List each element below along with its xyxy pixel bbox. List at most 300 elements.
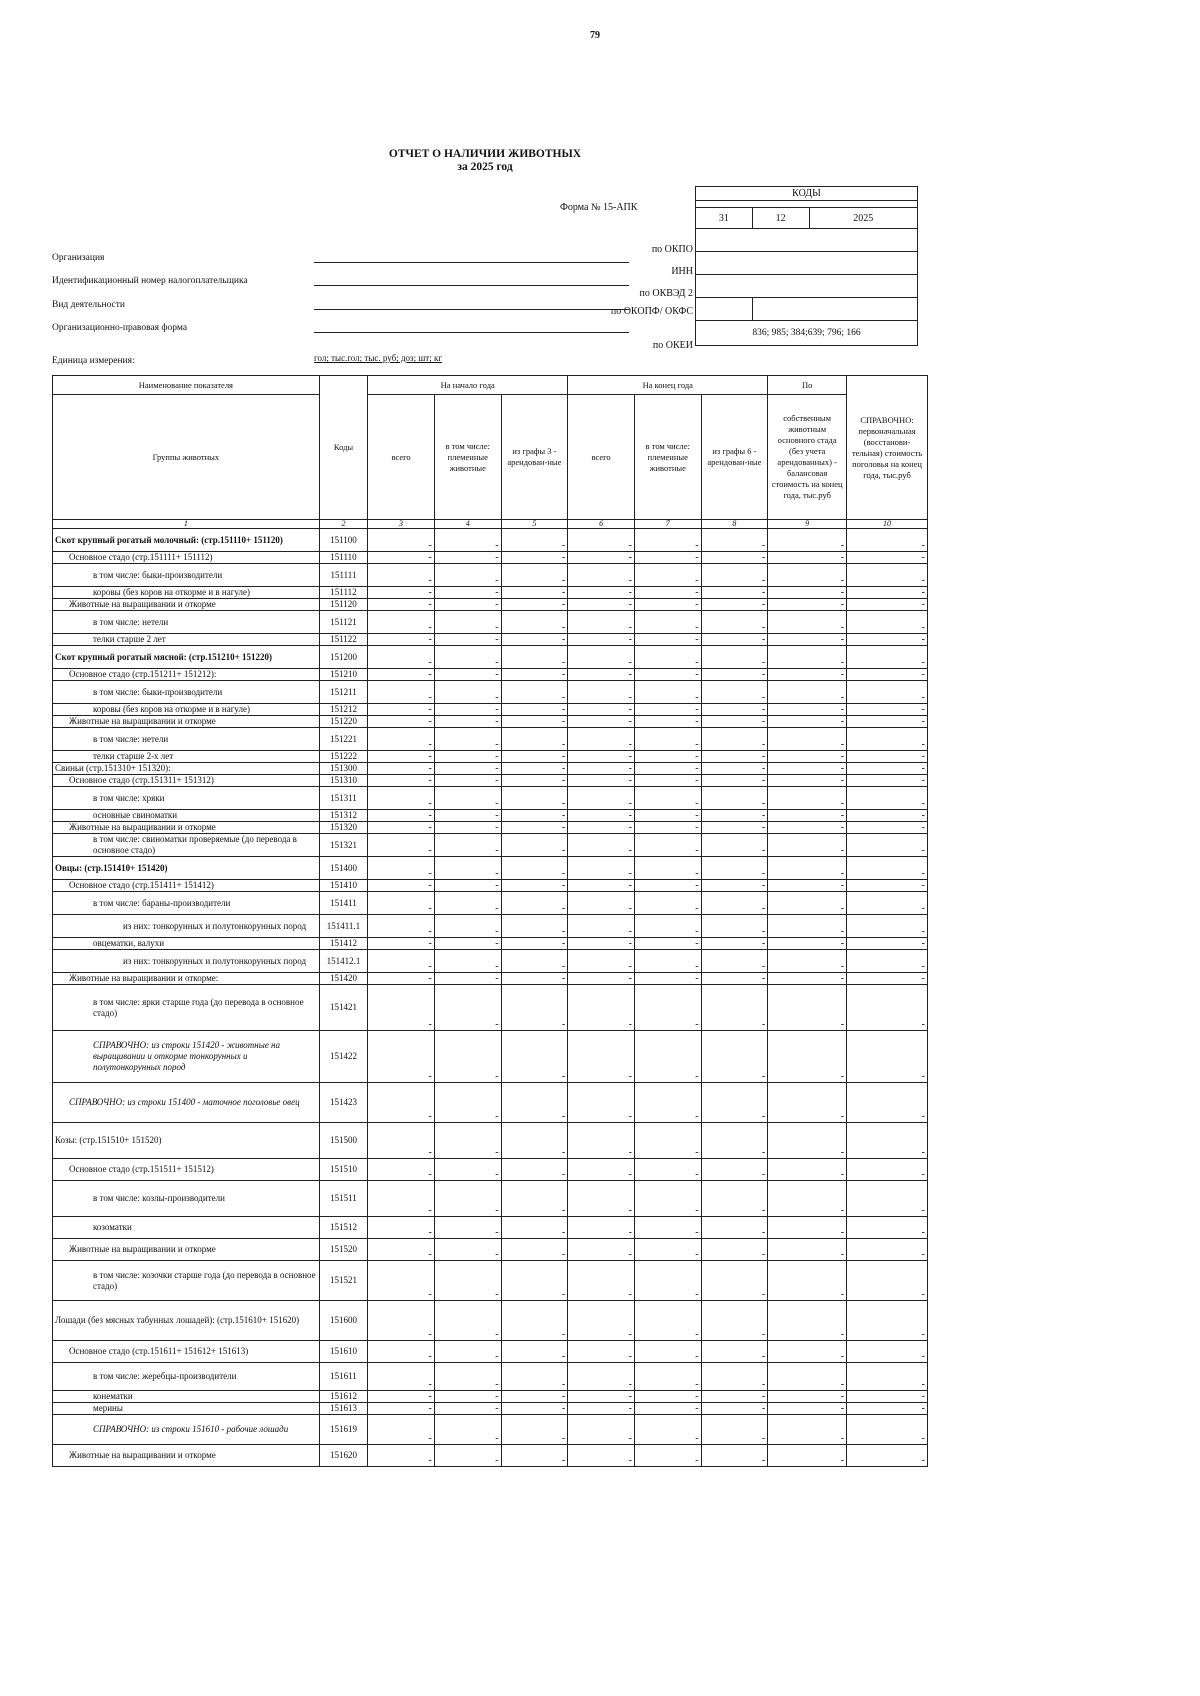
- value-cell-col-5[interactable]: [501, 751, 568, 763]
- value-cell-col-9[interactable]: [768, 1363, 847, 1391]
- value-cell-col-5[interactable]: [501, 950, 568, 973]
- okved-value-cell[interactable]: [696, 275, 918, 298]
- value-cell-col-4[interactable]: [434, 775, 501, 787]
- activity-field[interactable]: [314, 309, 629, 310]
- value-cell-col-5[interactable]: [501, 1363, 568, 1391]
- value-cell-col-9[interactable]: [768, 1239, 847, 1261]
- value-cell-col-5[interactable]: [501, 1181, 568, 1217]
- value-cell-col-5[interactable]: [501, 857, 568, 880]
- value-cell-col-5[interactable]: [501, 985, 568, 1031]
- value-cell-col-9[interactable]: [768, 669, 847, 681]
- value-cell-col-5[interactable]: [501, 704, 568, 716]
- value-cell-col-8[interactable]: [701, 564, 768, 587]
- value-cell-col-6[interactable]: [568, 1181, 635, 1217]
- value-cell-col-7[interactable]: [634, 1403, 701, 1415]
- value-cell-col-9[interactable]: [768, 857, 847, 880]
- value-cell-col-3[interactable]: [368, 587, 435, 599]
- value-cell-col-5[interactable]: [501, 681, 568, 704]
- value-cell-col-7[interactable]: [634, 985, 701, 1031]
- value-cell-col-3[interactable]: [368, 681, 435, 704]
- value-cell-col-4[interactable]: [434, 915, 501, 938]
- value-cell-col-4[interactable]: [434, 716, 501, 728]
- value-cell-col-5[interactable]: [501, 973, 568, 985]
- value-cell-col-9[interactable]: [768, 1261, 847, 1301]
- value-cell-col-10[interactable]: [847, 669, 928, 681]
- okopf-value-cell[interactable]: [696, 298, 753, 321]
- value-cell-col-4[interactable]: [434, 1239, 501, 1261]
- value-cell-col-4[interactable]: [434, 599, 501, 611]
- value-cell-col-10[interactable]: [847, 681, 928, 704]
- value-cell-col-7[interactable]: [634, 552, 701, 564]
- value-cell-col-6[interactable]: [568, 915, 635, 938]
- value-cell-col-7[interactable]: [634, 1181, 701, 1217]
- value-cell-col-6[interactable]: [568, 1031, 635, 1083]
- value-cell-col-5[interactable]: [501, 646, 568, 669]
- value-cell-col-8[interactable]: [701, 1363, 768, 1391]
- value-cell-col-10[interactable]: [847, 704, 928, 716]
- value-cell-col-6[interactable]: [568, 1363, 635, 1391]
- value-cell-col-5[interactable]: [501, 1083, 568, 1123]
- value-cell-col-4[interactable]: [434, 704, 501, 716]
- value-cell-col-3[interactable]: [368, 1301, 435, 1341]
- value-cell-col-9[interactable]: [768, 529, 847, 552]
- value-cell-col-9[interactable]: [768, 950, 847, 973]
- value-cell-col-9[interactable]: [768, 880, 847, 892]
- value-cell-col-3[interactable]: [368, 564, 435, 587]
- value-cell-col-9[interactable]: [768, 834, 847, 857]
- value-cell-col-3[interactable]: [368, 915, 435, 938]
- value-cell-col-3[interactable]: [368, 1363, 435, 1391]
- inn-value-cell[interactable]: [696, 252, 918, 275]
- value-cell-col-6[interactable]: [568, 973, 635, 985]
- value-cell-col-5[interactable]: [501, 1445, 568, 1467]
- value-cell-col-9[interactable]: [768, 1031, 847, 1083]
- value-cell-col-7[interactable]: [634, 1031, 701, 1083]
- value-cell-col-10[interactable]: [847, 1031, 928, 1083]
- value-cell-col-10[interactable]: [847, 552, 928, 564]
- value-cell-col-4[interactable]: [434, 728, 501, 751]
- value-cell-col-8[interactable]: [701, 810, 768, 822]
- value-cell-col-3[interactable]: [368, 1181, 435, 1217]
- value-cell-col-8[interactable]: [701, 1341, 768, 1363]
- value-cell-col-3[interactable]: [368, 938, 435, 950]
- value-cell-col-9[interactable]: [768, 599, 847, 611]
- value-cell-col-4[interactable]: [434, 985, 501, 1031]
- value-cell-col-4[interactable]: [434, 587, 501, 599]
- value-cell-col-4[interactable]: [434, 552, 501, 564]
- value-cell-col-5[interactable]: [501, 1031, 568, 1083]
- value-cell-col-9[interactable]: [768, 704, 847, 716]
- value-cell-col-6[interactable]: [568, 1261, 635, 1301]
- value-cell-col-9[interactable]: [768, 1341, 847, 1363]
- value-cell-col-10[interactable]: [847, 880, 928, 892]
- value-cell-col-10[interactable]: [847, 822, 928, 834]
- value-cell-col-8[interactable]: [701, 529, 768, 552]
- value-cell-col-9[interactable]: [768, 810, 847, 822]
- okfs-value-cell[interactable]: [752, 298, 917, 321]
- value-cell-col-9[interactable]: [768, 552, 847, 564]
- value-cell-col-8[interactable]: [701, 950, 768, 973]
- value-cell-col-7[interactable]: [634, 915, 701, 938]
- value-cell-col-7[interactable]: [634, 587, 701, 599]
- value-cell-col-3[interactable]: [368, 669, 435, 681]
- value-cell-col-7[interactable]: [634, 681, 701, 704]
- value-cell-col-4[interactable]: [434, 1261, 501, 1301]
- value-cell-col-8[interactable]: [701, 973, 768, 985]
- value-cell-col-3[interactable]: [368, 950, 435, 973]
- value-cell-col-10[interactable]: [847, 529, 928, 552]
- value-cell-col-9[interactable]: [768, 611, 847, 634]
- value-cell-col-9[interactable]: [768, 1391, 847, 1403]
- value-cell-col-5[interactable]: [501, 728, 568, 751]
- value-cell-col-5[interactable]: [501, 1403, 568, 1415]
- value-cell-col-6[interactable]: [568, 1217, 635, 1239]
- value-cell-col-7[interactable]: [634, 751, 701, 763]
- value-cell-col-8[interactable]: [701, 857, 768, 880]
- value-cell-col-10[interactable]: [847, 716, 928, 728]
- value-cell-col-4[interactable]: [434, 751, 501, 763]
- value-cell-col-5[interactable]: [501, 716, 568, 728]
- value-cell-col-6[interactable]: [568, 1083, 635, 1123]
- value-cell-col-6[interactable]: [568, 938, 635, 950]
- value-cell-col-7[interactable]: [634, 1159, 701, 1181]
- value-cell-col-10[interactable]: [847, 1415, 928, 1445]
- value-cell-col-8[interactable]: [701, 1261, 768, 1301]
- value-cell-col-10[interactable]: [847, 1217, 928, 1239]
- value-cell-col-9[interactable]: [768, 716, 847, 728]
- value-cell-col-7[interactable]: [634, 1083, 701, 1123]
- value-cell-col-5[interactable]: [501, 822, 568, 834]
- value-cell-col-10[interactable]: [847, 985, 928, 1031]
- value-cell-col-9[interactable]: [768, 728, 847, 751]
- value-cell-col-3[interactable]: [368, 787, 435, 810]
- value-cell-col-10[interactable]: [847, 1363, 928, 1391]
- value-cell-col-6[interactable]: [568, 599, 635, 611]
- value-cell-col-3[interactable]: [368, 1239, 435, 1261]
- value-cell-col-3[interactable]: [368, 834, 435, 857]
- value-cell-col-8[interactable]: [701, 1415, 768, 1445]
- value-cell-col-8[interactable]: [701, 1181, 768, 1217]
- value-cell-col-6[interactable]: [568, 564, 635, 587]
- value-cell-col-3[interactable]: [368, 763, 435, 775]
- value-cell-col-5[interactable]: [501, 552, 568, 564]
- value-cell-col-8[interactable]: [701, 1239, 768, 1261]
- value-cell-col-8[interactable]: [701, 1031, 768, 1083]
- value-cell-col-8[interactable]: [701, 1159, 768, 1181]
- value-cell-col-6[interactable]: [568, 611, 635, 634]
- date-day[interactable]: 31: [696, 208, 753, 229]
- value-cell-col-9[interactable]: [768, 938, 847, 950]
- value-cell-col-6[interactable]: [568, 681, 635, 704]
- value-cell-col-5[interactable]: [501, 1341, 568, 1363]
- value-cell-col-10[interactable]: [847, 611, 928, 634]
- value-cell-col-10[interactable]: [847, 1239, 928, 1261]
- value-cell-col-10[interactable]: [847, 1261, 928, 1301]
- value-cell-col-5[interactable]: [501, 763, 568, 775]
- value-cell-col-7[interactable]: [634, 1239, 701, 1261]
- value-cell-col-10[interactable]: [847, 950, 928, 973]
- value-cell-col-7[interactable]: [634, 822, 701, 834]
- value-cell-col-5[interactable]: [501, 787, 568, 810]
- value-cell-col-8[interactable]: [701, 599, 768, 611]
- value-cell-col-5[interactable]: [501, 669, 568, 681]
- value-cell-col-7[interactable]: [634, 973, 701, 985]
- value-cell-col-10[interactable]: [847, 1159, 928, 1181]
- value-cell-col-8[interactable]: [701, 1123, 768, 1159]
- value-cell-col-6[interactable]: [568, 728, 635, 751]
- value-cell-col-6[interactable]: [568, 634, 635, 646]
- value-cell-col-3[interactable]: [368, 728, 435, 751]
- value-cell-col-4[interactable]: [434, 763, 501, 775]
- value-cell-col-5[interactable]: [501, 1415, 568, 1445]
- value-cell-col-4[interactable]: [434, 646, 501, 669]
- value-cell-col-6[interactable]: [568, 763, 635, 775]
- value-cell-col-7[interactable]: [634, 669, 701, 681]
- date-year[interactable]: 2025: [809, 208, 918, 229]
- value-cell-col-7[interactable]: [634, 857, 701, 880]
- value-cell-col-10[interactable]: [847, 810, 928, 822]
- value-cell-col-6[interactable]: [568, 892, 635, 915]
- value-cell-col-4[interactable]: [434, 1031, 501, 1083]
- value-cell-col-6[interactable]: [568, 1341, 635, 1363]
- inn-field[interactable]: [314, 285, 629, 286]
- value-cell-col-5[interactable]: [501, 587, 568, 599]
- value-cell-col-9[interactable]: [768, 1159, 847, 1181]
- value-cell-col-7[interactable]: [634, 1301, 701, 1341]
- value-cell-col-8[interactable]: [701, 646, 768, 669]
- value-cell-col-10[interactable]: [847, 587, 928, 599]
- value-cell-col-3[interactable]: [368, 1217, 435, 1239]
- value-cell-col-4[interactable]: [434, 1123, 501, 1159]
- date-month[interactable]: 12: [752, 208, 809, 229]
- value-cell-col-9[interactable]: [768, 985, 847, 1031]
- value-cell-col-7[interactable]: [634, 775, 701, 787]
- value-cell-col-4[interactable]: [434, 1341, 501, 1363]
- value-cell-col-5[interactable]: [501, 634, 568, 646]
- value-cell-col-5[interactable]: [501, 1159, 568, 1181]
- value-cell-col-10[interactable]: [847, 1445, 928, 1467]
- value-cell-col-4[interactable]: [434, 1159, 501, 1181]
- value-cell-col-6[interactable]: [568, 669, 635, 681]
- value-cell-col-3[interactable]: [368, 611, 435, 634]
- value-cell-col-9[interactable]: [768, 1123, 847, 1159]
- value-cell-col-8[interactable]: [701, 669, 768, 681]
- value-cell-col-8[interactable]: [701, 763, 768, 775]
- value-cell-col-4[interactable]: [434, 1181, 501, 1217]
- value-cell-col-6[interactable]: [568, 1159, 635, 1181]
- value-cell-col-8[interactable]: [701, 787, 768, 810]
- value-cell-col-4[interactable]: [434, 787, 501, 810]
- value-cell-col-4[interactable]: [434, 810, 501, 822]
- value-cell-col-8[interactable]: [701, 822, 768, 834]
- value-cell-col-4[interactable]: [434, 1415, 501, 1445]
- value-cell-col-4[interactable]: [434, 973, 501, 985]
- value-cell-col-10[interactable]: [847, 763, 928, 775]
- value-cell-col-3[interactable]: [368, 751, 435, 763]
- value-cell-col-7[interactable]: [634, 880, 701, 892]
- value-cell-col-7[interactable]: [634, 1341, 701, 1363]
- value-cell-col-3[interactable]: [368, 1261, 435, 1301]
- value-cell-col-7[interactable]: [634, 1363, 701, 1391]
- value-cell-col-6[interactable]: [568, 880, 635, 892]
- value-cell-col-3[interactable]: [368, 857, 435, 880]
- value-cell-col-6[interactable]: [568, 787, 635, 810]
- value-cell-col-10[interactable]: [847, 915, 928, 938]
- value-cell-col-9[interactable]: [768, 787, 847, 810]
- value-cell-col-7[interactable]: [634, 564, 701, 587]
- value-cell-col-3[interactable]: [368, 704, 435, 716]
- value-cell-col-4[interactable]: [434, 669, 501, 681]
- value-cell-col-5[interactable]: [501, 1239, 568, 1261]
- value-cell-col-6[interactable]: [568, 950, 635, 973]
- value-cell-col-8[interactable]: [701, 1391, 768, 1403]
- value-cell-col-10[interactable]: [847, 1341, 928, 1363]
- value-cell-col-4[interactable]: [434, 1403, 501, 1415]
- value-cell-col-6[interactable]: [568, 857, 635, 880]
- value-cell-col-5[interactable]: [501, 892, 568, 915]
- value-cell-col-5[interactable]: [501, 834, 568, 857]
- value-cell-col-5[interactable]: [501, 810, 568, 822]
- value-cell-col-7[interactable]: [634, 1123, 701, 1159]
- value-cell-col-9[interactable]: [768, 763, 847, 775]
- value-cell-col-6[interactable]: [568, 1123, 635, 1159]
- value-cell-col-6[interactable]: [568, 529, 635, 552]
- value-cell-col-6[interactable]: [568, 985, 635, 1031]
- value-cell-col-6[interactable]: [568, 552, 635, 564]
- value-cell-col-9[interactable]: [768, 681, 847, 704]
- value-cell-col-6[interactable]: [568, 1301, 635, 1341]
- value-cell-col-7[interactable]: [634, 704, 701, 716]
- value-cell-col-8[interactable]: [701, 915, 768, 938]
- value-cell-col-6[interactable]: [568, 1415, 635, 1445]
- value-cell-col-7[interactable]: [634, 1415, 701, 1445]
- value-cell-col-4[interactable]: [434, 1445, 501, 1467]
- value-cell-col-10[interactable]: [847, 1123, 928, 1159]
- value-cell-col-7[interactable]: [634, 1391, 701, 1403]
- value-cell-col-4[interactable]: [434, 1301, 501, 1341]
- value-cell-col-4[interactable]: [434, 564, 501, 587]
- value-cell-col-10[interactable]: [847, 751, 928, 763]
- value-cell-col-10[interactable]: [847, 646, 928, 669]
- value-cell-col-10[interactable]: [847, 938, 928, 950]
- value-cell-col-5[interactable]: [501, 611, 568, 634]
- value-cell-col-4[interactable]: [434, 822, 501, 834]
- value-cell-col-9[interactable]: [768, 1083, 847, 1123]
- value-cell-col-3[interactable]: [368, 1341, 435, 1363]
- value-cell-col-10[interactable]: [847, 1403, 928, 1415]
- value-cell-col-10[interactable]: [847, 892, 928, 915]
- value-cell-col-3[interactable]: [368, 775, 435, 787]
- value-cell-col-6[interactable]: [568, 1391, 635, 1403]
- value-cell-col-8[interactable]: [701, 1217, 768, 1239]
- value-cell-col-3[interactable]: [368, 973, 435, 985]
- legal-form-field[interactable]: [314, 332, 629, 333]
- value-cell-col-10[interactable]: [847, 1301, 928, 1341]
- value-cell-col-9[interactable]: [768, 973, 847, 985]
- value-cell-col-6[interactable]: [568, 1403, 635, 1415]
- value-cell-col-7[interactable]: [634, 1445, 701, 1467]
- value-cell-col-4[interactable]: [434, 892, 501, 915]
- value-cell-col-9[interactable]: [768, 892, 847, 915]
- value-cell-col-5[interactable]: [501, 1217, 568, 1239]
- value-cell-col-10[interactable]: [847, 834, 928, 857]
- value-cell-col-9[interactable]: [768, 1415, 847, 1445]
- value-cell-col-9[interactable]: [768, 1301, 847, 1341]
- value-cell-col-3[interactable]: [368, 810, 435, 822]
- value-cell-col-7[interactable]: [634, 1261, 701, 1301]
- value-cell-col-8[interactable]: [701, 728, 768, 751]
- value-cell-col-10[interactable]: [847, 564, 928, 587]
- value-cell-col-6[interactable]: [568, 751, 635, 763]
- value-cell-col-8[interactable]: [701, 716, 768, 728]
- value-cell-col-6[interactable]: [568, 646, 635, 669]
- value-cell-col-3[interactable]: [368, 1083, 435, 1123]
- value-cell-col-5[interactable]: [501, 1123, 568, 1159]
- value-cell-col-6[interactable]: [568, 1239, 635, 1261]
- value-cell-col-10[interactable]: [847, 599, 928, 611]
- value-cell-col-7[interactable]: [634, 787, 701, 810]
- value-cell-col-8[interactable]: [701, 834, 768, 857]
- value-cell-col-3[interactable]: [368, 1123, 435, 1159]
- value-cell-col-8[interactable]: [701, 775, 768, 787]
- value-cell-col-8[interactable]: [701, 880, 768, 892]
- value-cell-col-4[interactable]: [434, 950, 501, 973]
- value-cell-col-9[interactable]: [768, 1181, 847, 1217]
- value-cell-col-7[interactable]: [634, 599, 701, 611]
- organization-field[interactable]: [314, 262, 629, 263]
- value-cell-col-3[interactable]: [368, 880, 435, 892]
- value-cell-col-8[interactable]: [701, 1445, 768, 1467]
- value-cell-col-8[interactable]: [701, 611, 768, 634]
- value-cell-col-5[interactable]: [501, 775, 568, 787]
- value-cell-col-7[interactable]: [634, 529, 701, 552]
- value-cell-col-5[interactable]: [501, 564, 568, 587]
- value-cell-col-3[interactable]: [368, 599, 435, 611]
- value-cell-col-4[interactable]: [434, 1363, 501, 1391]
- value-cell-col-3[interactable]: [368, 1159, 435, 1181]
- value-cell-col-6[interactable]: [568, 822, 635, 834]
- value-cell-col-8[interactable]: [701, 1083, 768, 1123]
- value-cell-col-3[interactable]: [368, 634, 435, 646]
- value-cell-col-10[interactable]: [847, 775, 928, 787]
- value-cell-col-8[interactable]: [701, 985, 768, 1031]
- value-cell-col-8[interactable]: [701, 1403, 768, 1415]
- value-cell-col-4[interactable]: [434, 857, 501, 880]
- value-cell-col-8[interactable]: [701, 634, 768, 646]
- value-cell-col-6[interactable]: [568, 775, 635, 787]
- value-cell-col-8[interactable]: [701, 751, 768, 763]
- value-cell-col-10[interactable]: [847, 634, 928, 646]
- value-cell-col-10[interactable]: [847, 728, 928, 751]
- codes-form-cell[interactable]: [696, 201, 918, 208]
- value-cell-col-5[interactable]: [501, 599, 568, 611]
- value-cell-col-4[interactable]: [434, 938, 501, 950]
- value-cell-col-9[interactable]: [768, 822, 847, 834]
- value-cell-col-3[interactable]: [368, 552, 435, 564]
- value-cell-col-7[interactable]: [634, 938, 701, 950]
- value-cell-col-5[interactable]: [501, 1261, 568, 1301]
- value-cell-col-9[interactable]: [768, 775, 847, 787]
- value-cell-col-8[interactable]: [701, 681, 768, 704]
- value-cell-col-10[interactable]: [847, 1391, 928, 1403]
- value-cell-col-3[interactable]: [368, 1391, 435, 1403]
- value-cell-col-9[interactable]: [768, 564, 847, 587]
- value-cell-col-4[interactable]: [434, 834, 501, 857]
- value-cell-col-3[interactable]: [368, 716, 435, 728]
- value-cell-col-3[interactable]: [368, 892, 435, 915]
- value-cell-col-6[interactable]: [568, 1445, 635, 1467]
- value-cell-col-6[interactable]: [568, 834, 635, 857]
